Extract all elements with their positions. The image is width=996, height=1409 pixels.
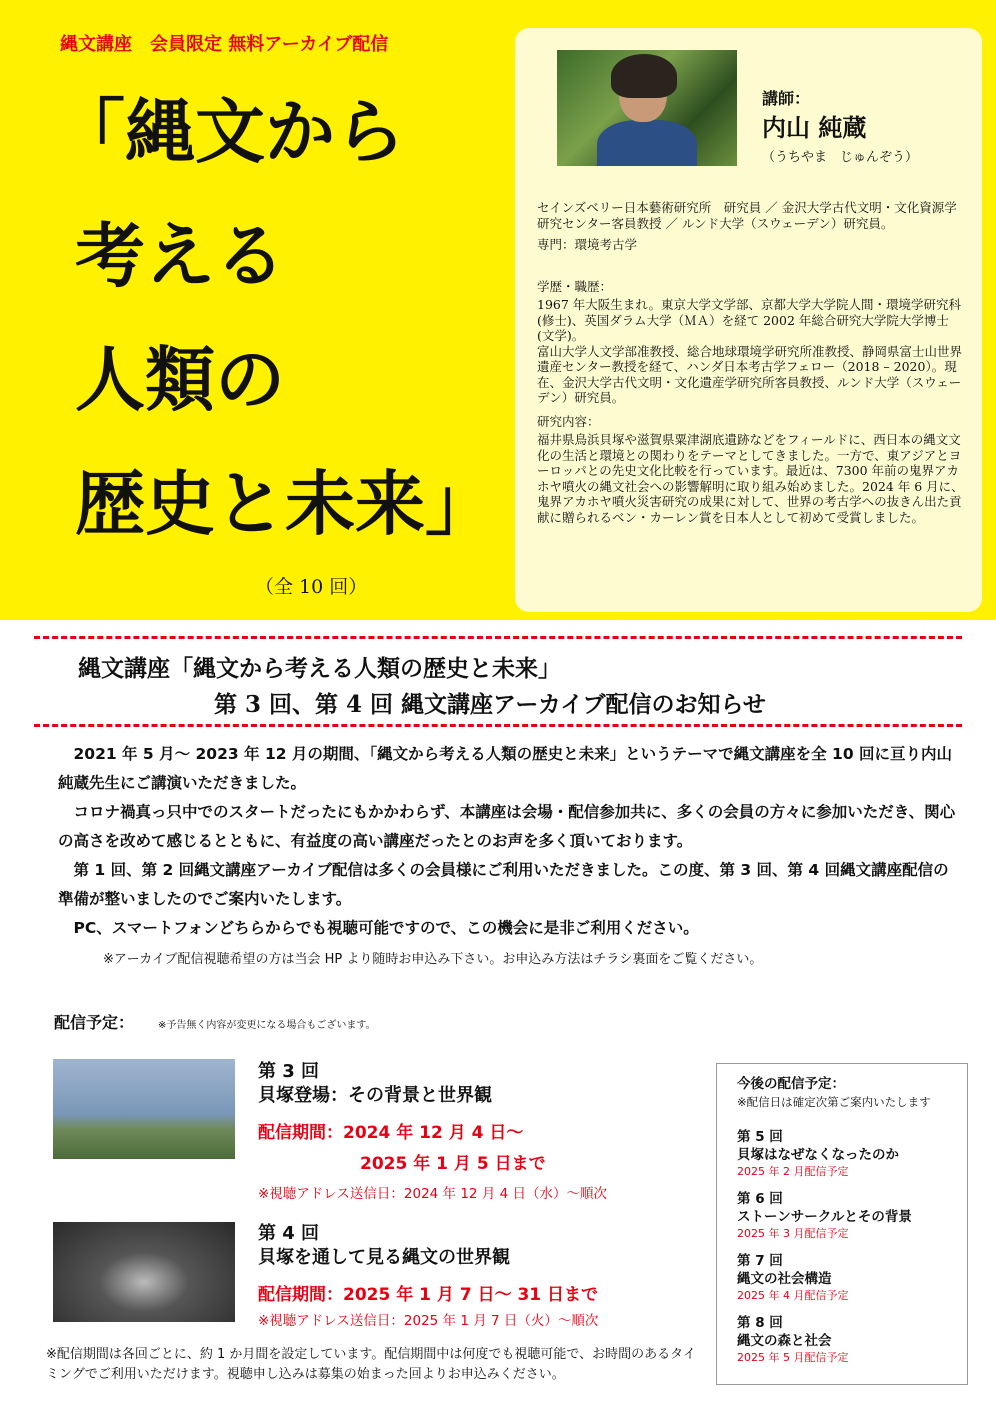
paragraph: PC、スマートフォンどちらからでも視聴可能ですので、この機会に是非ご利用ください。 — [58, 919, 699, 937]
career-heading: 学歴・職歴： — [537, 278, 613, 294]
upcoming-item: 第 5 回 貝塚はなぜなくなったのか 2025 年 2 月配信予定 — [737, 1129, 899, 1178]
lecturer-photo — [557, 50, 737, 166]
research-heading: 研究内容： — [537, 413, 600, 429]
episode-title: 貝塚登場：その背景と世界観 — [258, 1085, 492, 1106]
lecture-count: （全 10 回） — [255, 576, 368, 598]
schedule-label: 配信予定： — [54, 1013, 135, 1032]
affiliation: セインズベリー日本藝術研究所 研究員 ／ 金沢大学古代文明・文化資源学研究センター客員教授 ／ ルンド大学（スウェーデン）研究員。 — [537, 200, 957, 231]
upcoming-item: 第 8 回 縄文の森と社会 2025 年 5 月配信予定 — [737, 1315, 849, 1364]
episode-number: 第 4 回 — [258, 1223, 320, 1244]
episode-period: 配信期間：2025 年 1 月 7 日～ 31 日まで — [258, 1285, 599, 1305]
lecturer-label: 講師： — [762, 89, 811, 108]
lecturer-bio — [537, 200, 967, 525]
title-line: 人類の — [75, 338, 285, 421]
paragraph: コロナ禍真っ只中でのスタートだったにもかかわらず、本講座は会場・配信参加共に、多くの会員の方々に参加いただき、関心の高さを改めて感じるとともに、有益度の高い講座だったとのお声を多く頂いております。 — [58, 803, 956, 850]
notice-body — [58, 740, 958, 971]
upcoming-note: ※配信日は確定次第ご案内いたします — [737, 1095, 931, 1109]
lecturer-kana: （うちやま じゅんぞう） — [762, 150, 919, 165]
divider — [34, 636, 962, 639]
title-line: 「縄文から — [55, 90, 405, 173]
episode-4-thumbnail — [53, 1222, 235, 1322]
episode-4 — [258, 1222, 708, 1329]
specialty: 専門：環境考古学 — [537, 237, 638, 252]
episode-address-date: ※視聴アドレス送信日：2024 年 12 月 4 日（水）～順次 — [258, 1186, 607, 1202]
career: 1967 年大阪生まれ。東京大学文学部、京都大学大学院人間・環境学研究科 (修士)、英国ダラム大学（ＭＡ）を経て 2002 年総合研究大学院大学博士 (文学)。 — [537, 297, 962, 343]
headline-2: 第 3 回、第 4 回 縄文講座アーカイブ配信のお知らせ — [214, 691, 766, 718]
lecturer-name: 内山 純蔵 — [762, 113, 867, 142]
headline-1: 縄文講座「縄文から考える人類の歴史と未来」 — [78, 655, 561, 682]
upcoming-title: 今後の配信予定： — [737, 1076, 845, 1092]
research: 福井県鳥浜貝塚や滋賀県粟津湖底遺跡などをフィールドに、西日本の縄文文化の生活と環境との関わりをテーマとしてきました。一方で、東アジアとヨーロッパとの先史文化比較を行っています。最近は、7300 年前の鬼界アカホヤ噴火の縄文社会への影響解明に取り組み始めました。2024 年 6 月に、鬼界アカホヤ噴火災害研究の成果に対して、世界の考古学への抜きん出た貢献に贈られるベン・カーレン賞を日本人として初めて受賞しました。 — [537, 432, 964, 525]
episode-title: 貝塚を通して見る縄文の世界観 — [258, 1247, 510, 1268]
career-2: 富山大学人文学部准教授、総合地球環境学研究所准教授、静岡県富士山世界遺産センター教授を経て、ハンダ日本考古学フェロー（2018 – 2020）。現在、金沢大学古代文明・文化遺産学研究所客員教授、ルンド大学（スウェーデン）研究員。 — [537, 343, 963, 405]
paragraph: 2021 年 5 月～ 2023 年 12 月の期間、「縄文から考える人類の歴史と未来」というテーマで縄文講座を全 10 回に亘り内山純蔵先生にご講演いただきました。 — [58, 745, 953, 792]
episode-period: 配信期間：2024 年 12 月 4 日～ — [258, 1123, 524, 1143]
upcoming-item: 第 7 回 縄文の社会構造 2025 年 4 月配信予定 — [737, 1253, 849, 1302]
schedule-note: ※予告無く内容が変更になる場合もございます。 — [158, 1020, 376, 1031]
upcoming-item: 第 6 回 ストーンサークルとその背景 2025 年 3 月配信予定 — [737, 1191, 912, 1240]
title-line: 考える — [75, 214, 285, 297]
main-title — [55, 70, 505, 566]
episode-period-end: 2025 年 1 月 5 日まで — [360, 1154, 546, 1174]
title-line: 歴史と未来」 — [75, 462, 495, 545]
divider — [34, 724, 962, 727]
upcoming-schedule-box — [716, 1063, 968, 1385]
episode-address-date: ※視聴アドレス送信日：2025 年 1 月 7 日（火）～順次 — [258, 1313, 599, 1329]
paragraph: 第 1 回、第 2 回縄文講座アーカイブ配信は多くの会員様にご利用いただきました。この度、第 3 回、第 4 回縄文講座配信の準備が整いましたのでご案内いたします。 — [58, 861, 949, 908]
apply-note: ※アーカイブ配信視聴希望の方は当会 HP より随時お申込み下さい。お申込み方法はチラシ裏面をご覧ください。 — [103, 952, 763, 967]
episode-3-thumbnail — [53, 1059, 235, 1159]
footnote: ※配信期間は各回ごとに、約 1 か月間を設定しています。配信期間中は何度でも視聴可能で、お時間のあるタイミングでご利用いただけます。視聴申し込みは募集の始まった回よりお申込みください。 — [46, 1347, 696, 1382]
episode-3 — [258, 1060, 708, 1202]
episode-number: 第 3 回 — [258, 1061, 320, 1082]
kicker: 縄文講座 会員限定 無料アーカイブ配信 — [60, 34, 389, 55]
